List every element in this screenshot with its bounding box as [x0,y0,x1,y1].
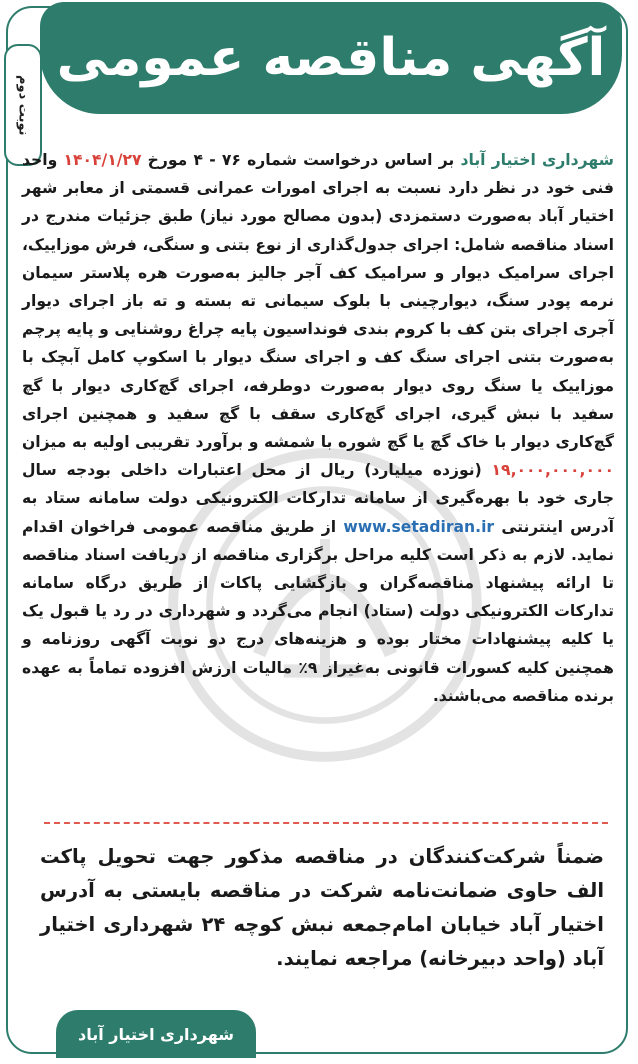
title-banner [40,2,622,114]
notice-body [22,146,614,710]
body-text-part-3: از طریق مناقصه عمومی فراخوان اقدام نماید. لازم به ذکر است کلیه مراحل برگزاری مناقصه از دریافت اسناد مناقصه تا ارائه پیشنهاد مناقصه‌گران و بازگشایی پاکات از طریق درگاه سامانه تدارکات الکترونیکی دولت (ستاد) انجام می‌گردد و شهرداری در رد یا قبول یک یا کلیه پیشنهادات مختار بوده و هزینه‌های درج دو نوبت آگهی روزنامه و همچنین کلیه کسورات قانونی به‌غیراز ۹٪ مالیات ارزش افزوده تماماً به عهده برنده مناقصه می‌باشند. [22,517,614,705]
footer-tab [56,1010,256,1058]
page-title: آگهی مناقصه عمومی [56,28,606,88]
submission-note: ضمناً شرکت‌کنندگان در مناقصه مذکور جهت تحویل پاکت الف حاوی ضمانت‌نامه شرکت در مناقصه بایستی به آدرس اختیار آباد خیابان امام‌جمعه نبش کوچه ۲۴ شهرداری اختیار آباد (واحد دبیرخانه) مراجعه نمایند. [40,845,604,970]
footer-label: شهرداری اختیار آباد [78,1024,234,1044]
body-text-part-1: واحد فنی خود در نظر دارد نسبت به اجرای امورات عمرانی قسمتی از معابر شهر اختیار آباد به‌صورت دستمزدی (بدون مصالح مورد نیاز) طبق جزئیات مندرج در اسناد مناقصه شامل: اجرای جدول‌گذاری از نوع بتنی و سنگی، فرش موزاییک، اجرای سرامیک دیوار و سرامیک کف آجر جالیز به‌صورت هره پلاستر سیمان نرمه پودر سنگ، دیوارچینی با بلوک سیمانی ته بسته و ته باز اجرای دیوار آجری اجرای بتن کف با کروم بندی فونداسیون پایه چراغ روشنایی و پایه پرچم به‌صورت بتنی اجرای سنگ کف و اجرای سنگ دیوار با اسکوپ کامل آبچک با موزاییک یا سنگ روی دیوار به‌صورت دوطرفه، اجرای گچ‌کاری دیوار با گچ سفید با نبش گیری، اجرای گچ‌کاری سقف با گچ سفید و همچنین اجرای گچ‌کاری دیوار با خاک گچ یا گچ شوره با شمشه و برآورد تقریبی اولیه به میزان [22,151,614,452]
estimated-amount: ۱۹,۰۰۰,۰۰۰,۰۰۰ [491,461,614,480]
issuer-name: شهرداری اختیار آباد [460,151,614,169]
website-link[interactable]: www.setadiran.ir [343,517,495,536]
request-intro: بر اساس درخواست شماره ۷۶ - ۴ مورخ [141,151,461,169]
round-badge-label: نوبت دوم [15,74,31,136]
dashed-divider [44,822,608,824]
request-date: ۱۴۰۴/۱/۲۷ [63,151,142,169]
body-text-part-2: (نوزده میلیارد) ریال از محل اعتبارات داخلی بودجه سال جاری خود با بهره‌گیری از سامانه تدارکات الکترونیکی دولت سامانه ستاد به آدرس اینترنتی [22,461,614,536]
